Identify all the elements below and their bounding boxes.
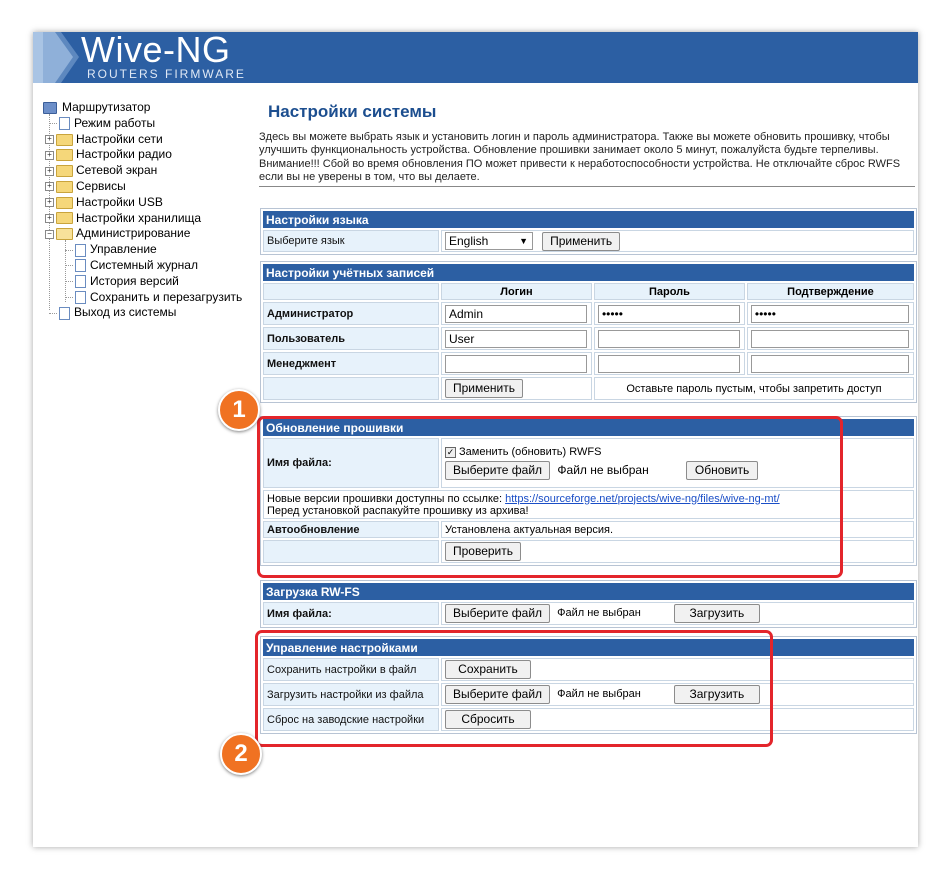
sidebar-item-usb[interactable]: + Настройки USB [43,195,242,211]
save-settings-label: Сохранить настройки в файл [263,658,439,681]
annotation-badge-2: 2 [220,733,262,775]
row-label: Администратор [263,302,439,325]
sidebar-item-save-reboot[interactable]: Сохранить и перезагрузить [43,290,242,306]
page-icon [75,291,86,304]
expand-icon[interactable]: + [45,135,54,144]
page-icon [59,117,70,130]
section-title: Обновление прошивки [263,419,914,436]
page-icon [75,259,86,272]
language-select[interactable]: English ▼ [445,232,533,250]
reset-label: Сброс на заводские настройки [263,708,439,731]
accounts-apply-button[interactable]: Применить [445,379,523,398]
expand-icon[interactable]: + [45,167,54,176]
user-password-input[interactable] [598,330,740,348]
folder-icon [56,149,73,161]
sidebar-item-history[interactable]: История версий [43,274,242,290]
rwfs-upload-button[interactable]: Загрузить [674,604,760,623]
page-icon [75,244,86,257]
auto-update-status: Установлена актуальная версия. [441,521,914,538]
sidebar-root[interactable]: Маршрутизатор [43,100,242,116]
admin-confirm-input[interactable]: ••••• [751,305,909,323]
section-title: Настройки языка [263,211,914,228]
sidebar-item-syslog[interactable]: Системный журнал [43,258,242,274]
firmware-note-unpack: Перед установкой распакуйте прошивку из архива! [267,504,529,517]
settings-upload-button[interactable]: Загрузить [674,685,760,704]
sidebar-item-logout[interactable]: Выход из системы [43,305,242,321]
sidebar-item-admin[interactable]: − Администрирование [43,226,242,242]
annotation-highlight-2 [255,630,773,747]
mgmt-login-input[interactable] [445,355,587,373]
firmware-note: Новые версии прошивки доступны по ссылке: [267,492,506,505]
folder-icon [56,181,73,193]
table-row [263,352,914,375]
settings-no-file: Файл не выбран [557,688,641,701]
rwfs-choose-file-button[interactable]: Выберите файл [445,604,550,623]
sidebar-item-radio[interactable]: + Настройки радио [43,147,242,163]
accounts-hint: Оставьте пароль пустым, чтобы запретить доступ [594,377,914,400]
sidebar-item-services[interactable]: + Сервисы [43,179,242,195]
logo-title: Wive-NG [81,32,231,70]
firmware-choose-file-button[interactable]: Выберите файл [445,461,550,480]
user-login-input[interactable]: User [445,330,587,348]
rwfs-checkbox-label: Заменить (обновить) RWFS [459,446,602,458]
folder-icon [56,197,73,209]
page-icon [59,307,70,320]
column-password: Пароль [594,283,745,300]
save-settings-button[interactable]: Сохранить [445,660,531,679]
section-title: Загрузка RW-FS [263,583,914,600]
reset-button[interactable]: Сбросить [445,710,531,729]
sidebar-item-storage[interactable]: + Настройки хранилища [43,211,242,227]
collapse-icon[interactable]: − [45,230,54,239]
sidebar-tree [43,100,242,321]
rwfs-section [260,580,917,628]
annotation-badge-1: 1 [218,389,260,431]
expand-icon[interactable]: + [45,182,54,191]
browser-page [33,32,918,847]
folder-icon [56,165,73,177]
firmware-file-label: Имя файла: [263,438,439,488]
table-row [263,327,914,350]
firmware-update-button[interactable]: Обновить [686,461,758,480]
row-label: Менеджмент [263,352,439,375]
rwfs-no-file: Файл не выбран [557,607,641,620]
admin-login-input[interactable]: Admin [445,305,587,323]
section-title: Управление настройками [263,639,914,656]
language-label: Выберите язык [263,230,439,252]
column-confirm: Подтверждение [747,283,914,300]
expand-icon[interactable]: + [45,151,54,160]
expand-icon[interactable]: + [45,198,54,207]
user-confirm-input[interactable] [751,330,909,348]
mgmt-confirm-input[interactable] [751,355,909,373]
annotation-highlight-1 [257,416,843,578]
expand-icon[interactable]: + [45,214,54,223]
header-banner [33,32,918,83]
firmware-no-file: Файл не выбран [557,462,649,477]
check-update-button[interactable]: Проверить [445,542,521,561]
computer-icon [43,102,57,114]
row-label: Пользователь [263,327,439,350]
language-apply-button[interactable]: Применить [542,232,620,251]
section-title: Настройки учётных записей [263,264,914,281]
sidebar-item-firewall[interactable]: + Сетевой экран [43,163,242,179]
page-description: Здесь вы можете выбрать язык и установить логин и пароль администратора. Также вы можете обновить прошивку, чтобы улучшить функциональность устройства. Обновление прошивки занимает около 5 минут, пожалуйста будьте терпеливы. Внимание!!! Сбой во время обновления ПО может привести к неработоспособности устройства. Не отключайте сброс RWFS если вы не уверены в том, что вы делаете. [259,131,901,183]
firmware-link[interactable]: https://sourceforge.net/projects/wive-ng/files/wive-ng-mt/ [505,492,780,505]
page-icon [75,275,86,288]
settings-choose-file-button[interactable]: Выберите файл [445,685,550,704]
sidebar-item-network[interactable]: + Настройки сети [43,132,242,148]
sidebar-item-mode[interactable]: Режим работы [43,116,242,132]
admin-password-input[interactable]: ••••• [598,305,740,323]
mgmt-password-input[interactable] [598,355,740,373]
table-row [263,302,914,325]
sidebar-item-management[interactable]: Управление [43,242,242,258]
folder-icon [56,212,73,224]
load-settings-label: Загрузить настройки из файла [263,683,439,706]
page-title: Настройки системы [268,102,437,121]
divider [259,186,915,187]
folder-open-icon [56,228,73,240]
accounts-section [260,261,917,403]
rwfs-file-label: Имя файла: [263,602,439,625]
language-section [260,208,917,255]
chevron-down-icon: ▼ [519,236,528,246]
column-login: Логин [441,283,592,300]
logo-subtitle: ROUTERS FIRMWARE [87,67,246,81]
folder-icon [56,134,73,146]
rwfs-checkbox[interactable]: ✓ [446,446,455,457]
auto-update-label: Автообновление [263,521,439,538]
